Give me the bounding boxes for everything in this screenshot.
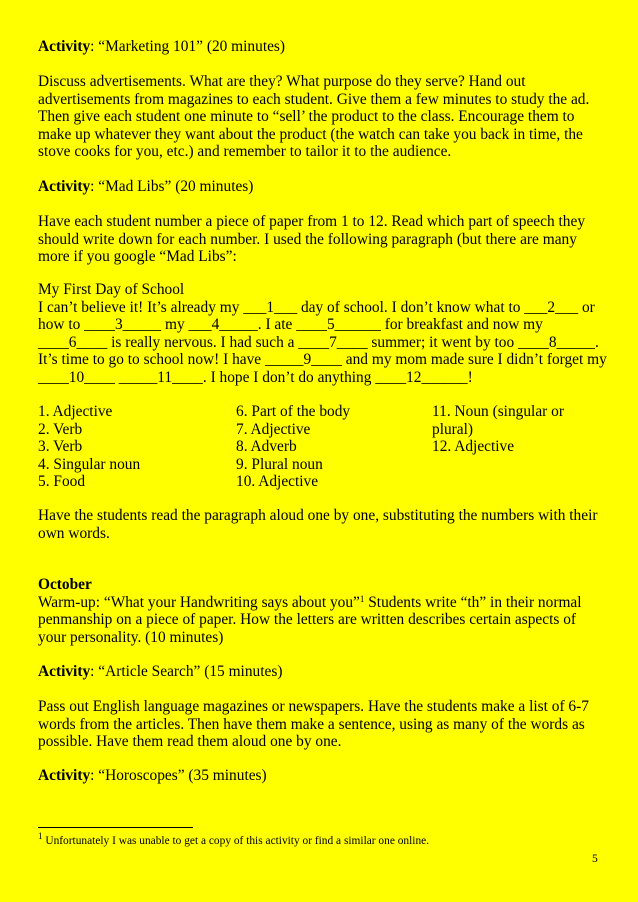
- footnote-number: 1: [38, 831, 43, 841]
- activity-marketing-paragraph: [38, 73, 608, 161]
- speech-list-column-2: [236, 403, 426, 491]
- list-item: 6. Part of the body: [236, 403, 351, 420]
- list-item: 12. Adjective: [432, 438, 515, 456]
- list-item: 11. Noun (singular or: [432, 403, 564, 420]
- list-item: 8. Adverb: [236, 438, 297, 456]
- footnote-reference: 1: [359, 593, 365, 604]
- activity-horoscopes-heading: [38, 767, 608, 785]
- story-line: ____6____ is really nervous. I had such a ____7____ summer; it went by too ____8_____.: [38, 333, 599, 351]
- list-item: 10. Adjective: [236, 473, 319, 491]
- activity-madlibs-closing: [38, 507, 608, 542]
- list-item: 3. Verb: [38, 438, 83, 456]
- warmup-text-continued: Students write “th” in their normal: [364, 593, 582, 611]
- paragraph-line: Then give each student one minute to “sell’ the product to the class. Encourage them to: [38, 108, 575, 126]
- paragraph-line: stove cooks for you, etc.) and remember to tailor it to the audience.: [38, 143, 452, 161]
- paragraph-line: own words.: [38, 524, 110, 542]
- activity-title: : “Article Search” (15 minutes): [90, 663, 283, 680]
- madlibs-story: [38, 281, 608, 387]
- list-item: 2. Verb: [38, 420, 83, 438]
- story-line: how to ____3_____ my ___4_____. I ate ____5______ for breakfast and now my: [38, 316, 543, 334]
- activity-label: Activity: [38, 663, 91, 680]
- activity-label: Activity: [38, 767, 91, 784]
- paragraph-line: your personality. (10 minutes): [38, 628, 224, 646]
- activity-madlibs-paragraph: [38, 213, 608, 266]
- paragraph-line: Discuss advertisements. What are they? What purpose do they serve? Hand out: [38, 73, 526, 90]
- footnote-separator: [38, 827, 193, 828]
- speech-list-column-3: [432, 403, 622, 456]
- speech-list-column-1: [38, 403, 228, 491]
- list-item: 1. Adjective: [38, 403, 113, 420]
- footnote: [38, 831, 430, 848]
- section-heading: October: [38, 576, 92, 593]
- october-section: [38, 576, 608, 646]
- activity-label: Activity: [38, 178, 91, 195]
- activity-article-heading: [38, 663, 608, 681]
- activity-label: Activity: [38, 38, 91, 55]
- paragraph-line: should write down for each number. I used the following paragraph (but there are many: [38, 230, 577, 248]
- paragraph-line: Have the students read the paragraph aloud one by one, substituting the numbers with their: [38, 507, 598, 524]
- activity-title: : “Mad Libs” (20 minutes): [90, 178, 254, 195]
- warmup-text: Warm-up: “What your Handwriting says about you”: [38, 593, 360, 611]
- paragraph-line: Have each student number a piece of paper from 1 to 12. Read which part of speech they: [38, 213, 586, 230]
- activity-title: : “Marketing 101” (20 minutes): [90, 38, 286, 55]
- story-line: I can’t believe it! It’s already my ___1___ day of school. I don’t know what to ___2___ or: [38, 298, 595, 316]
- paragraph-line: Pass out English language magazines or newspapers. Have the students make a list of 6-7: [38, 698, 589, 715]
- activity-article-paragraph: [38, 698, 608, 751]
- list-item: 9. Plural noun: [236, 455, 323, 473]
- paragraph-line: possible. Have them read them aloud one by one.: [38, 733, 342, 751]
- list-item: 4. Singular noun: [38, 455, 141, 473]
- list-item: 5. Food: [38, 473, 86, 491]
- story-line: ____10____ _____11____. I hope I don’t do anything ____12______!: [38, 368, 473, 386]
- paragraph-line: advertisements from magazines to each student. Give them a few minutes to study the ad.: [38, 90, 590, 108]
- footnote-text: Unfortunately I was unable to get a copy of this activity or find a similar one online.: [42, 835, 430, 847]
- activity-marketing-heading: [38, 38, 608, 56]
- activity-title: : “Horoscopes” (35 minutes): [90, 767, 267, 784]
- activity-madlibs-heading: [38, 178, 608, 196]
- list-item: plural): [432, 420, 474, 438]
- story-line: It’s time to go to school now! I have _____9____ and my mom made sure I didn’t forget my: [38, 351, 607, 369]
- page-number: 5: [592, 852, 598, 865]
- story-title: My First Day of School: [38, 281, 185, 298]
- paragraph-line: penmanship on a piece of paper. How the letters are written describes certain aspects of: [38, 611, 577, 629]
- paragraph-line: words from the articles. Then have them make a sentence, using as many of the words as: [38, 715, 585, 733]
- paragraph-line: make up whatever they want about the product (the watch can take you back in time, the: [38, 125, 583, 143]
- paragraph-line: more if you google “Mad Libs”:: [38, 248, 237, 266]
- list-item: 7. Adjective: [236, 420, 311, 438]
